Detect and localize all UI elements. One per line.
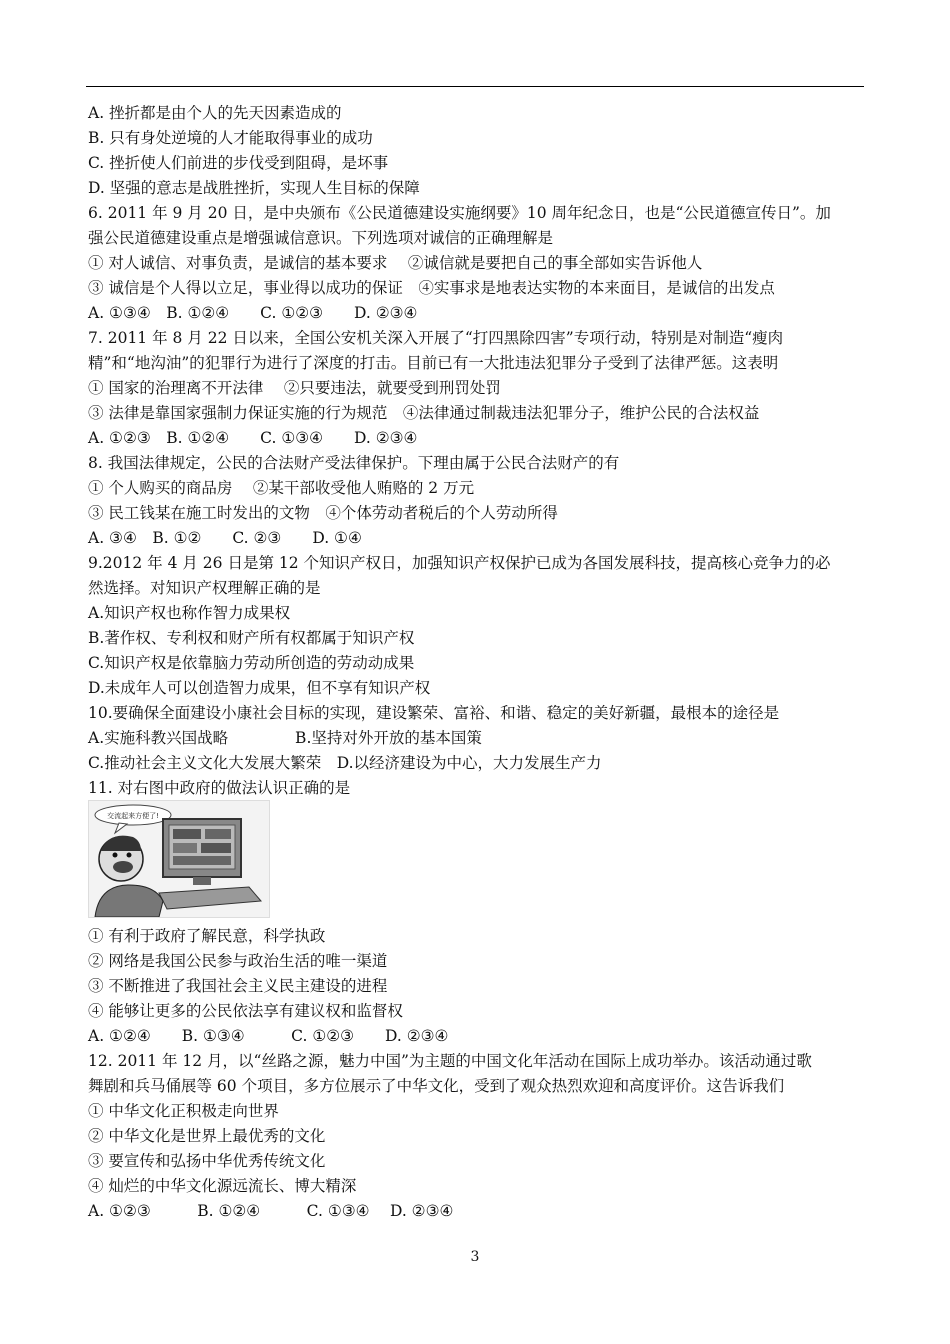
text-line: ④ 灿烂的中华文化源远流长、博大精深 <box>88 1177 357 1195</box>
text-line: A. 挫折都是由个人的先天因素造成的 <box>88 104 342 122</box>
text-line: B. 只有身处逆境的人才能取得事业的成功 <box>88 129 373 147</box>
text-line: 6. 2011 年 9 月 20 日，是中央颁布《公民道德建设实施纲要》10 周年纪念日，也是“公民道德宣传日”。加 <box>88 204 831 222</box>
text-line: A. ①②③ B. ①②④ C. ①③④ D. ②③④ <box>88 429 418 447</box>
text-line: 7. 2011 年 8 月 22 日以来，全国公安机关深入开展了“打四黑除四害”专项行动，特别是对制造“瘦肉 <box>88 329 784 347</box>
text-line: 强公民道德建设重点是增强诚信意识。下列选项对诚信的正确理解是 <box>88 229 554 247</box>
text-line: ② 中华文化是世界上最优秀的文化 <box>88 1127 326 1145</box>
text-line: 8. 我国法律规定，公民的合法财产受法律保护。下理由属于公民合法财产的有 <box>88 454 620 472</box>
text-line: ③ 要宣传和弘扬中华优秀传统文化 <box>88 1152 326 1170</box>
cartoon-illustration <box>89 801 269 917</box>
page-number: 3 <box>470 1249 480 1265</box>
text-line: C.知识产权是依靠脑力劳动所创造的劳动动成果 <box>88 654 415 672</box>
text-line: ① 对人诚信、对事负责，是诚信的基本要求 ②诚信就是要把自己的事全部如实告诉他人 <box>88 254 703 272</box>
header-rule <box>86 86 864 87</box>
text-line: C. 挫折使人们前进的步伐受到阻碍，是坏事 <box>88 154 389 172</box>
text-line: 9.2012 年 4 月 26 日是第 12 个知识产权日，加强知识产权保护已成为各国发展科技，提高核心竞争力的必 <box>88 554 831 572</box>
text-line: ③ 不断推进了我国社会主义民主建设的进程 <box>88 977 388 995</box>
text-line: 然选择。对知识产权理解正确的是 <box>88 579 321 597</box>
text-line: C.推动社会主义文化大发展大繁荣 D.以经济建设为中心，大力发展生产力 <box>88 754 602 772</box>
text-line: ② 网络是我国公民参与政治生活的唯一渠道 <box>88 952 388 970</box>
text-line: B.著作权、专利权和财产所有权都属于知识产权 <box>88 629 415 647</box>
cartoon-image <box>88 800 270 918</box>
text-line: ③ 诚信是个人得以立足，事业得以成功的保证 ④实事求是地表达实物的本来面目，是诚信的出发点 <box>88 279 775 297</box>
text-line: A. ①②③ B. ①②④ C. ①③④ D. ②③④ <box>88 1202 454 1220</box>
speech-bubble-text: 交流起来方便了! <box>107 812 159 820</box>
text-line: D. 坚强的意志是战胜挫折，实现人生目标的保障 <box>88 179 420 197</box>
text-line: ① 有利于政府了解民意，科学执政 <box>88 927 326 945</box>
text-line: A. ①②④ B. ①③④ C. ①②③ D. ②③④ <box>88 1027 449 1045</box>
text-line: ① 国家的治理离不开法律 ②只要违法，就要受到刑罚处罚 <box>88 379 501 397</box>
text-line: ① 中华文化正积极走向世界 <box>88 1102 279 1120</box>
text-line: ① 个人购买的商品房 ②某干部收受他人贿赂的 2 万元 <box>88 479 475 497</box>
text-line: ④ 能够让更多的公民依法享有建议权和监督权 <box>88 1002 403 1020</box>
text-line: A. ①③④ B. ①②④ C. ①②③ D. ②③④ <box>88 304 418 322</box>
text-line: 12. 2011 年 12 月，以“丝路之源，魅力中国”为主题的中国文化年活动在国际上成功举办。该活动通过歌 <box>88 1052 812 1070</box>
text-line: ③ 法律是靠国家强制力保证实施的行为规范 ④法律通过制裁违法犯罪分子，维护公民的合法权益 <box>88 404 760 422</box>
text-line: A.知识产权也称作智力成果权 <box>88 604 291 622</box>
text-line: A.实施科教兴国战略 B.坚持对外开放的基本国策 <box>88 729 482 747</box>
text-line: 精”和“地沟油”的犯罪行为进行了深度的打击。目前已有一大批违法犯罪分子受到了法律严惩。这表明 <box>88 354 779 372</box>
text-line: D.未成年人可以创造智力成果，但不享有知识产权 <box>88 679 431 697</box>
text-line: 舞剧和兵马俑展等 60 个项目，多方位展示了中华文化，受到了观众热烈欢迎和高度评价。这告诉我们 <box>88 1077 785 1095</box>
text-line: 10.要确保全面建设小康社会目标的实现，建设繁荣、富裕、和谐、稳定的美好新疆，最根本的途径是 <box>88 704 780 722</box>
text-line: 11. 对右图中政府的做法认识正确的是 <box>88 779 351 797</box>
text-line: ③ 民工钱某在施工时发出的文物 ④个体劳动者税后的个人劳动所得 <box>88 504 558 522</box>
text-line: A. ③④ B. ①② C. ②③ D. ①④ <box>88 529 362 547</box>
